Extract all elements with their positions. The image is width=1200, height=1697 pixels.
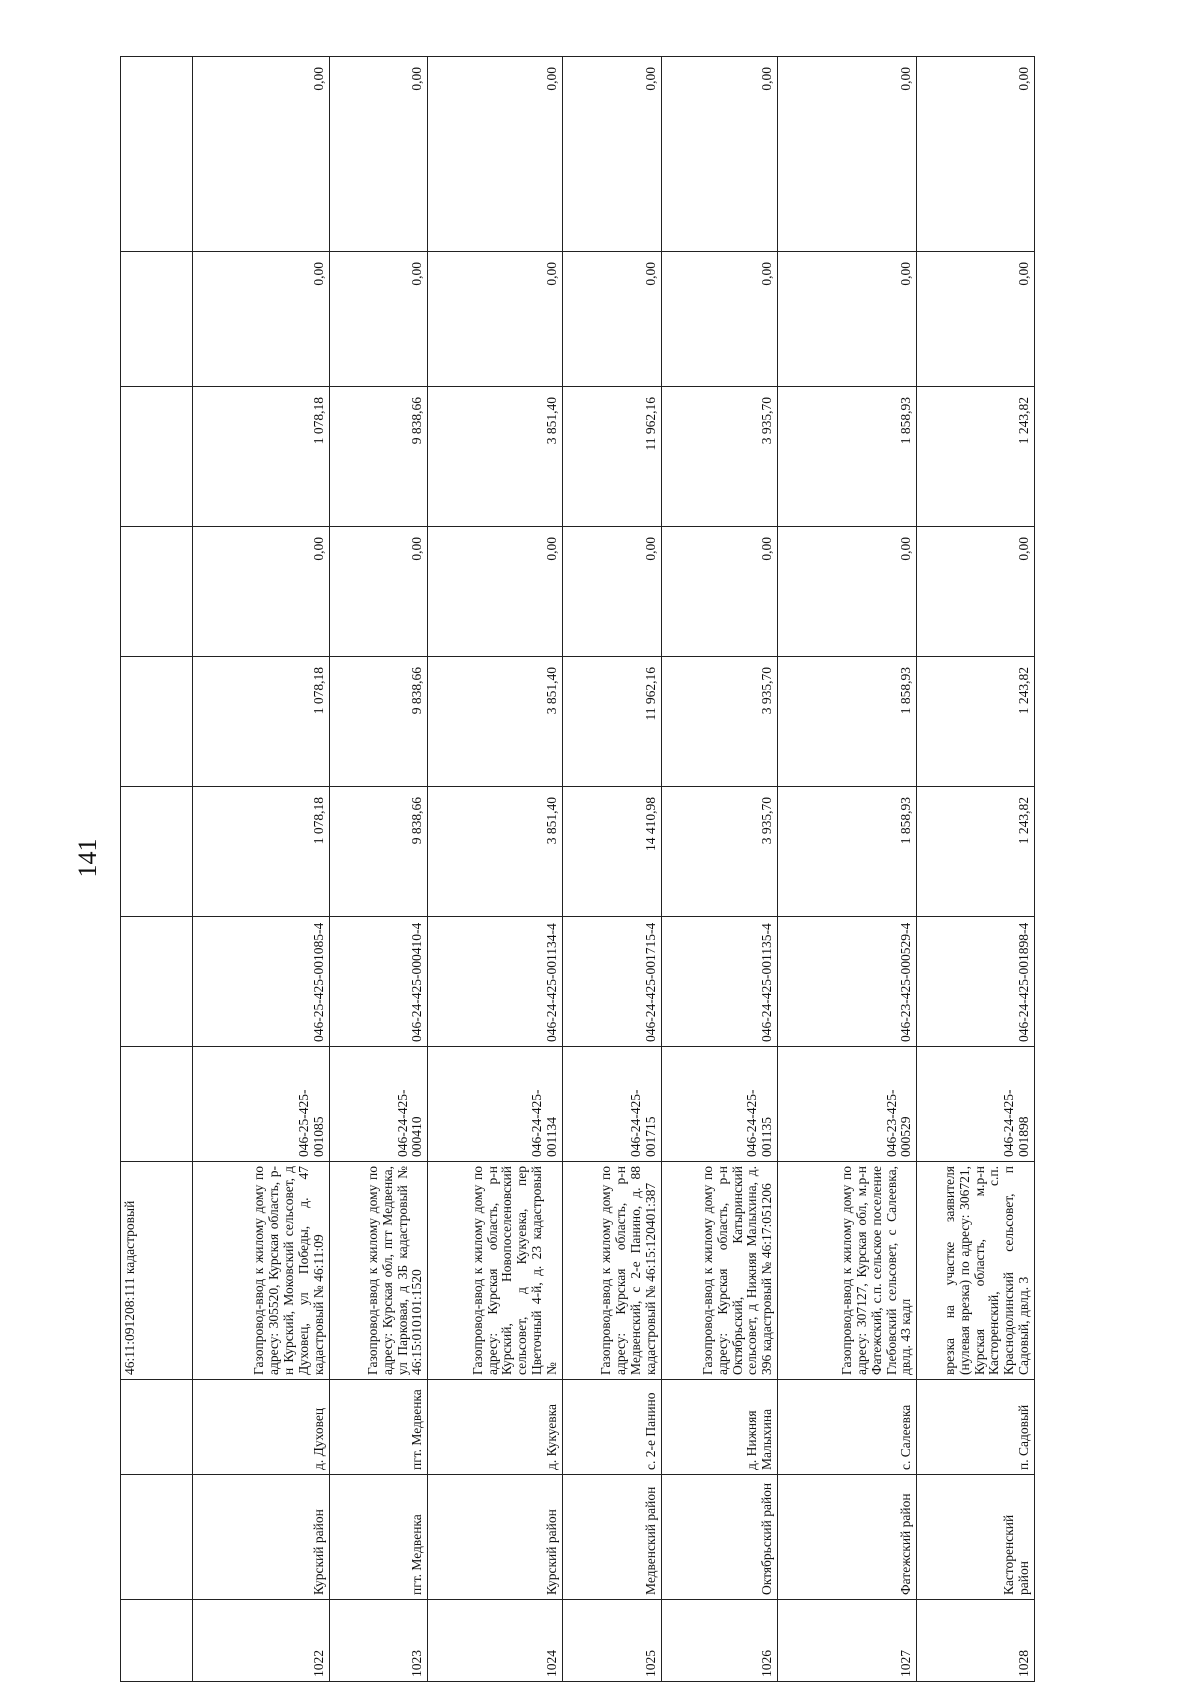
value-cell: 0,00 bbox=[192, 57, 329, 252]
settlement-cell: пгт. Медвенка bbox=[329, 1380, 428, 1475]
value-cell: 0,00 bbox=[917, 57, 1035, 252]
object-address-cell: Газопровод-ввод к жилому дому по адресу: Курская область, р-н Курский, Новопоселеновский сельсовет, д Кукуевка, пер Цветочный 4-й, д. 23 кадастровый № bbox=[428, 1162, 563, 1380]
value-cell: 3 851,40 bbox=[428, 387, 563, 527]
value-cell: 9 838,66 bbox=[329, 387, 428, 527]
value-cell: 1 858,93 bbox=[778, 387, 917, 527]
value-cell: 0,00 bbox=[192, 527, 329, 657]
value-cell: 0,00 bbox=[428, 57, 563, 252]
value-cell: 11 962,16 bbox=[562, 387, 661, 527]
table-cell bbox=[121, 1600, 193, 1682]
code-cell: 046-24-425-001135 bbox=[661, 1047, 778, 1162]
value-cell: 11 962,16 bbox=[562, 657, 661, 787]
value-cell: 1 078,18 bbox=[192, 387, 329, 527]
inventory-code-cell: 046-24-425-001898-4 bbox=[917, 917, 1035, 1047]
value-cell: 3 935,70 bbox=[661, 657, 778, 787]
table-row bbox=[192, 57, 329, 1682]
table-row bbox=[778, 57, 917, 1682]
value-cell: 1 078,18 bbox=[192, 787, 329, 917]
inventory-code-cell: 046-23-425-000529-4 bbox=[778, 917, 917, 1047]
code-cell: 046-24-425-000410 bbox=[329, 1047, 428, 1162]
value-cell: 0,00 bbox=[562, 527, 661, 657]
rotated-table-container bbox=[120, 57, 1035, 1682]
inventory-code-cell: 046-24-425-001135-4 bbox=[661, 917, 778, 1047]
district-cell: Курский район bbox=[428, 1475, 563, 1600]
district-cell: Октябрьский район bbox=[661, 1475, 778, 1600]
object-address-cell: Газопровод-ввод к жилому дому по адресу: 305520, Курская область, р-н Курский, Моковский сельсовет, д Духовец, ул Победы, д. 47 кадастровый № 46:11:09 bbox=[192, 1162, 329, 1380]
page-number: 141 bbox=[73, 838, 102, 878]
district-cell: Медвенский район bbox=[562, 1475, 661, 1600]
value-cell: 14 410,98 bbox=[562, 787, 661, 917]
settlement-cell: д. Нижняя Малыхина bbox=[661, 1380, 778, 1475]
value-cell: 0,00 bbox=[329, 57, 428, 252]
value-cell: 0,00 bbox=[329, 252, 428, 387]
table-cell bbox=[121, 917, 193, 1047]
table-cell bbox=[121, 1475, 193, 1600]
value-cell: 0,00 bbox=[428, 527, 563, 657]
row-number: 1028 bbox=[917, 1600, 1035, 1682]
table-cell bbox=[121, 527, 193, 657]
table-cell bbox=[121, 1047, 193, 1162]
value-cell: 0,00 bbox=[661, 252, 778, 387]
row-number: 1027 bbox=[778, 1600, 917, 1682]
row-number: 1024 bbox=[428, 1600, 563, 1682]
object-address-cell: Газопровод-ввод к жилому дому по адресу: Курская область, р-н Медвенский, с 2-е Панино, д. 88 кадастровый № 46:15:120401:387 bbox=[562, 1162, 661, 1380]
value-cell: 0,00 bbox=[778, 57, 917, 252]
value-cell: 9 838,66 bbox=[329, 787, 428, 917]
code-cell: 046-25-425-001085 bbox=[192, 1047, 329, 1162]
object-address-cell: Газопровод-ввод к жилому дому по адресу: Курская обл, пгт Медвенка, ул Парковая, д 3Б кадастровый № 46:15:010101:1520 bbox=[329, 1162, 428, 1380]
row-number: 1023 bbox=[329, 1600, 428, 1682]
value-cell: 0,00 bbox=[562, 252, 661, 387]
table-cell bbox=[121, 1380, 193, 1475]
value-cell: 3 851,40 bbox=[428, 657, 563, 787]
table-row bbox=[562, 57, 661, 1682]
row-number: 1025 bbox=[562, 1600, 661, 1682]
value-cell: 1 243,82 bbox=[917, 787, 1035, 917]
value-cell: 0,00 bbox=[329, 527, 428, 657]
value-cell: 0,00 bbox=[778, 527, 917, 657]
row-number: 1022 bbox=[192, 1600, 329, 1682]
district-cell: Курский район bbox=[192, 1475, 329, 1600]
value-cell: 0,00 bbox=[661, 57, 778, 252]
value-cell: 1 078,18 bbox=[192, 657, 329, 787]
value-cell: 1 243,82 bbox=[917, 387, 1035, 527]
object-address-cell: Газопровод-ввод к жилому дому по адресу: Курская область, р-н Октябрьский, Катыринский сельсовет, д Нижняя Малыхина, д. 396 кадастровый № 46:17:051206 bbox=[661, 1162, 778, 1380]
value-cell: 0,00 bbox=[778, 252, 917, 387]
inventory-code-cell: 046-24-425-000410-4 bbox=[329, 917, 428, 1047]
inventory-code-cell: 046-25-425-001085-4 bbox=[192, 917, 329, 1047]
table-row bbox=[121, 57, 193, 1682]
register-table bbox=[120, 56, 1035, 1682]
table-cell bbox=[121, 787, 193, 917]
district-cell: Касторенский район bbox=[917, 1475, 1035, 1600]
value-cell: 9 838,66 bbox=[329, 657, 428, 787]
row-number: 1026 bbox=[661, 1600, 778, 1682]
district-cell: Фатежский район bbox=[778, 1475, 917, 1600]
code-cell: 046-24-425-001898 bbox=[917, 1047, 1035, 1162]
value-cell: 0,00 bbox=[917, 252, 1035, 387]
value-cell: 0,00 bbox=[428, 252, 563, 387]
inventory-code-cell: 046-24-425-001134-4 bbox=[428, 917, 563, 1047]
object-address-cell: Газопровод-ввод к жилому дому по адресу: 307127, Курская обл, м.р-н Фатежский, с.п. сельское поселение Глебовский сельсовет, с Салеевка, двлд. 43 кадл bbox=[778, 1162, 917, 1380]
value-cell: 1 858,93 bbox=[778, 657, 917, 787]
code-cell: 046-23-425-000529 bbox=[778, 1047, 917, 1162]
code-cell: 046-24-425-001715 bbox=[562, 1047, 661, 1162]
value-cell: 0,00 bbox=[562, 57, 661, 252]
settlement-cell: с. 2-е Панино bbox=[562, 1380, 661, 1475]
object-address-cell: врезка на участке заявителя (нулевая врезка) по адресу: 306721, Курская область, м.р-н Касторенский, с.п. Краснодолинский сельсовет, п Садовый, двлд. 3 bbox=[917, 1162, 1035, 1380]
table-cell bbox=[121, 57, 193, 252]
table-cell bbox=[121, 252, 193, 387]
value-cell: 1 858,93 bbox=[778, 787, 917, 917]
district-cell: пгт. Медвенка bbox=[329, 1475, 428, 1600]
table-row bbox=[661, 57, 778, 1682]
value-cell: 1 243,82 bbox=[917, 657, 1035, 787]
value-cell: 0,00 bbox=[661, 527, 778, 657]
settlement-cell: с. Салеевка bbox=[778, 1380, 917, 1475]
inventory-code-cell: 046-24-425-001715-4 bbox=[562, 917, 661, 1047]
value-cell: 3 935,70 bbox=[661, 387, 778, 527]
value-cell: 3 851,40 bbox=[428, 787, 563, 917]
value-cell: 0,00 bbox=[192, 252, 329, 387]
settlement-cell: п. Садовый bbox=[917, 1380, 1035, 1475]
table-row bbox=[917, 57, 1035, 1682]
value-cell: 3 935,70 bbox=[661, 787, 778, 917]
table-row bbox=[428, 57, 563, 1682]
table-row bbox=[329, 57, 428, 1682]
code-cell: 046-24-425-001134 bbox=[428, 1047, 563, 1162]
table-cell bbox=[121, 657, 193, 787]
settlement-cell: д. Духовец bbox=[192, 1380, 329, 1475]
value-cell: 0,00 bbox=[917, 527, 1035, 657]
header-address-cell: 46:11:091208:111 кадастровый bbox=[121, 1162, 193, 1380]
table-cell bbox=[121, 387, 193, 527]
settlement-cell: д. Кукуевка bbox=[428, 1380, 563, 1475]
